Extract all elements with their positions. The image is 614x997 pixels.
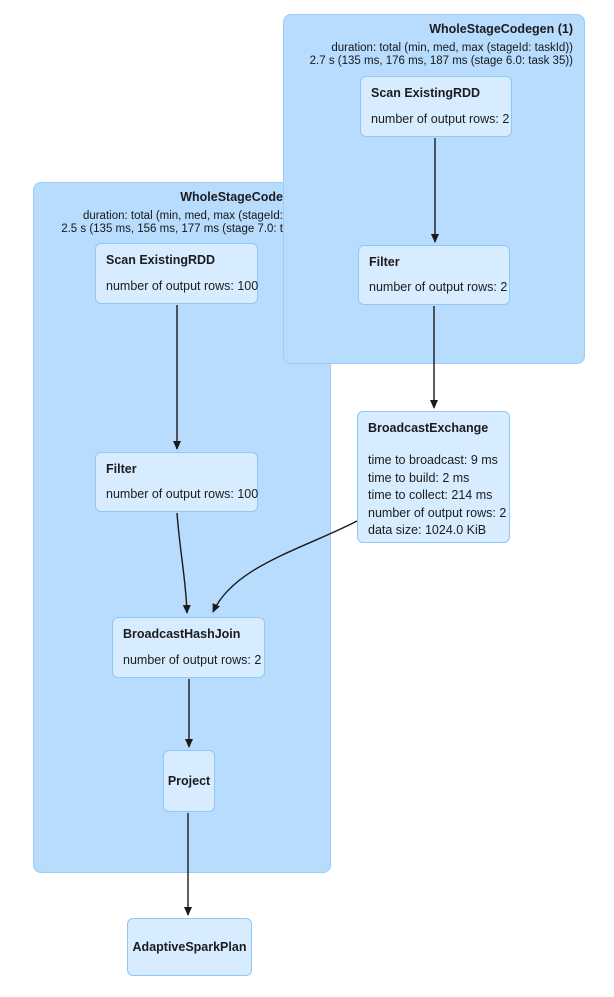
node-project[interactable] [163, 750, 215, 812]
node-adaptive-spark-plan[interactable] [127, 918, 252, 976]
node-metric: number of output rows: 100 [106, 487, 259, 501]
node-metric: time to build: 2 ms [368, 470, 470, 485]
node-title: Project [167, 773, 211, 788]
cluster-1-title: WholeStageCodegen (1) [429, 22, 573, 36]
node-metric-list [368, 452, 507, 540]
cluster-1-header [283, 22, 573, 68]
node-filter-1[interactable] [358, 245, 510, 305]
node-title: AdaptiveSparkPlan [132, 939, 247, 954]
cluster-2-duration-line2: 2.5 s (135 ms, 156 ms, 177 ms (stage 7.0: t [61, 223, 283, 235]
node-metric: number of output rows: 2 [369, 280, 508, 294]
node-title: Filter [106, 462, 137, 476]
node-broadcast-hash-join[interactable] [112, 617, 265, 678]
node-title: BroadcastExchange [368, 421, 489, 435]
node-metric: number of output rows: 2 [371, 112, 510, 126]
node-metric: data size: 1024.0 KiB [368, 523, 487, 537]
node-metric: number of output rows: 2 [368, 505, 507, 520]
cluster-2-header [33, 190, 283, 236]
node-title: Scan ExistingRDD [106, 253, 216, 267]
cluster-2-duration-line1: duration: total (min, med, max (stageId: [82, 210, 283, 222]
node-filter-2[interactable] [95, 452, 258, 512]
node-metric: number of output rows: 100 [106, 279, 259, 293]
cluster-1-duration [283, 42, 573, 68]
node-title: Filter [369, 255, 400, 269]
node-metric: number of output rows: 2 [123, 653, 262, 667]
node-title: BroadcastHashJoin [123, 627, 241, 641]
cluster-1-duration-line2: 2.7 s (135 ms, 176 ms, 187 ms (stage 6.0: task 35)) [309, 55, 573, 67]
node-scan-existingrdd-1[interactable] [360, 76, 512, 137]
cluster-2-title: WholeStageCode [180, 190, 283, 204]
node-metric: time to collect: 214 ms [368, 488, 493, 502]
node-broadcast-exchange[interactable] [357, 411, 510, 543]
node-title: Scan ExistingRDD [371, 86, 481, 100]
cluster-2-duration [33, 210, 283, 236]
cluster-1-duration-line1: duration: total (min, med, max (stageId: taskId)) [331, 42, 573, 54]
node-metric: time to broadcast: 9 ms [368, 453, 498, 467]
node-scan-existingrdd-2[interactable] [95, 243, 258, 304]
